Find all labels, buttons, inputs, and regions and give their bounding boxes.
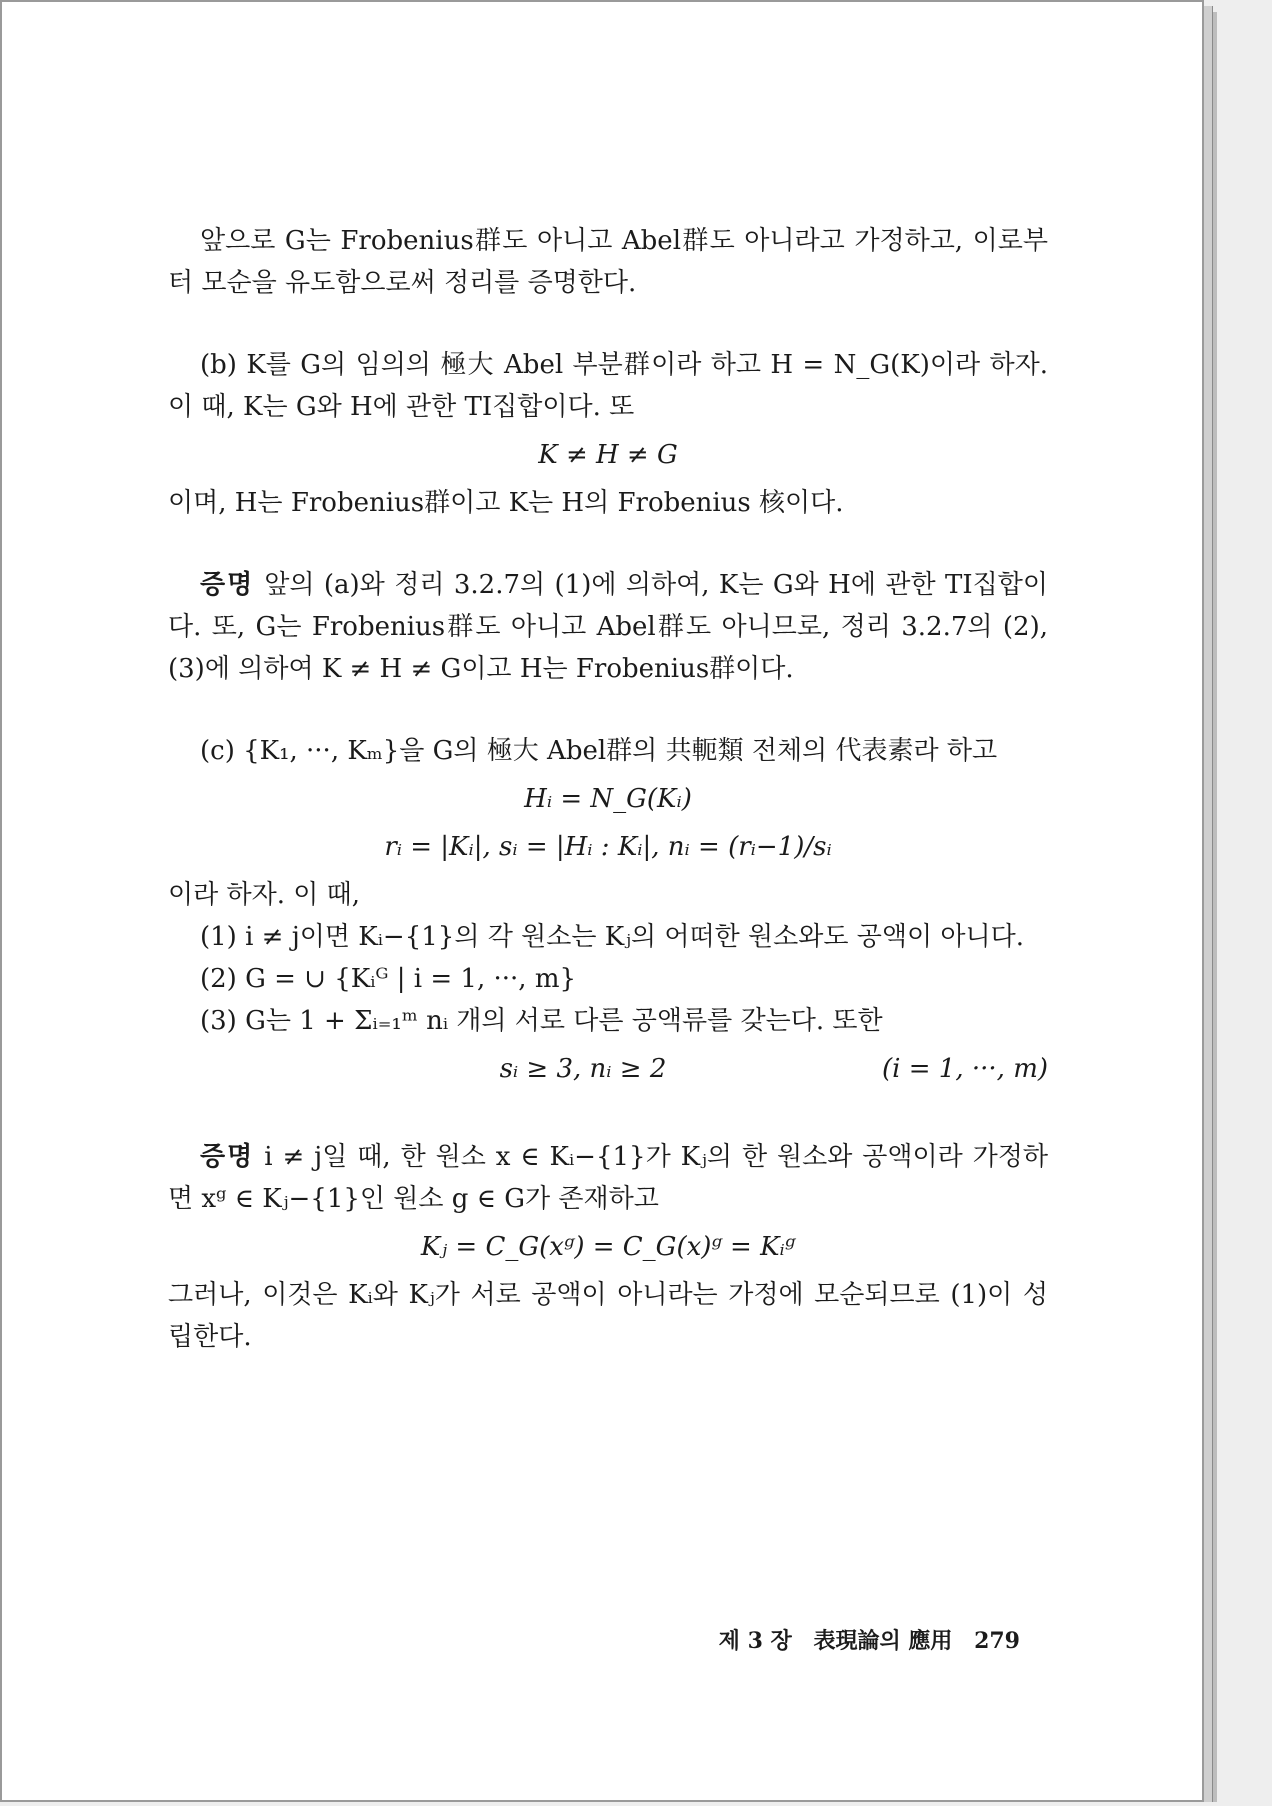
page-number: 279 (974, 1628, 1020, 1654)
page-edge (1204, 6, 1213, 1802)
footer-chapter: 제 3 장 (718, 1628, 792, 1654)
page-content (168, 220, 1048, 1358)
part-c-equation-3 (168, 1048, 1048, 1090)
proof-b-text: 앞의 (a)와 정리 3.2.7의 (1)에 의하여, K는 G와 H에 관한 TI집합이다. 또, G는 Frobenius群도 아니고 Abel群도 아니므로, 정리 3.2.7의 (2), (3)에 의하여 K ≠ H ≠ G이고 H는 Frobenius群이다. (168, 570, 1048, 684)
proof-label: 증명 (200, 1142, 255, 1172)
part-c-equation-3-cond: (i = 1, ···, m) (882, 1054, 1048, 1084)
part-c-item-2: (2) G = ∪ {Kᵢᴳ | i = 1, ···, m} (200, 964, 577, 994)
proof-c-text: i ≠ j일 때, 한 원소 x ∈ Kᵢ−{1}가 Kⱼ의 한 원소와 공액이라 가정하면 xᵍ ∈ Kⱼ−{1}인 원소 g ∈ G가 존재하고 (168, 1142, 1048, 1214)
part-c-item-3: (3) G는 1 + Σᵢ₌₁ᵐ nᵢ 개의 서로 다른 공액류를 갖는다. 또한 (200, 1006, 883, 1036)
proof-c-equation: Kⱼ = C_G(xᵍ) = C_G(x)ᵍ = Kᵢᵍ (420, 1232, 796, 1262)
part-c-statement: (c) {K₁, ···, Kₘ}을 G의 極大 Abel群의 共軛類 전체의 代表素라 하고 (200, 736, 998, 766)
part-c-equation-2: rᵢ = |Kᵢ|, sᵢ = |Hᵢ : Kᵢ|, nᵢ = (rᵢ−1)/sᵢ (384, 832, 832, 862)
part-c-equation-1: Hᵢ = N_G(Kᵢ) (524, 784, 692, 814)
part-b-conclusion: 이며, H는 Frobenius群이고 K는 H의 Frobenius 核이다. (168, 488, 844, 518)
part-b-statement: (b) K를 G의 임의의 極大 Abel 부분群이라 하고 H = N_G(K)이라 하자. 이 때, K는 G와 H에 관한 TI집합이다. 또 (168, 350, 1048, 422)
proof-b (168, 564, 1048, 690)
page-edge-shadow (1213, 12, 1217, 1802)
proof-label: 증명 (200, 570, 255, 600)
part-c-item-1: (1) i ≠ j이면 Kᵢ−{1}의 각 원소는 Kⱼ의 어떠한 원소와도 공액이 아니다. (200, 922, 1024, 952)
part-c-lead: 이라 하자. 이 때, (168, 880, 361, 910)
part-b-equation: K ≠ H ≠ G (538, 440, 678, 470)
part-c-equation-3-expr: sᵢ ≥ 3, nᵢ ≥ 2 (499, 1054, 667, 1084)
page-footer (700, 1624, 1020, 1655)
proof-c (168, 1136, 1048, 1220)
intro-paragraph: 앞으로 G는 Frobenius群도 아니고 Abel群도 아니라고 가정하고, 이로부터 모순을 유도함으로써 정리를 증명한다. (168, 226, 1048, 298)
footer-title: 表現論의 應用 (813, 1628, 953, 1654)
proof-c-conclusion: 그러나, 이것은 Kᵢ와 Kⱼ가 서로 공액이 아니라는 가정에 모순되므로 (1)이 성립한다. (168, 1280, 1048, 1352)
